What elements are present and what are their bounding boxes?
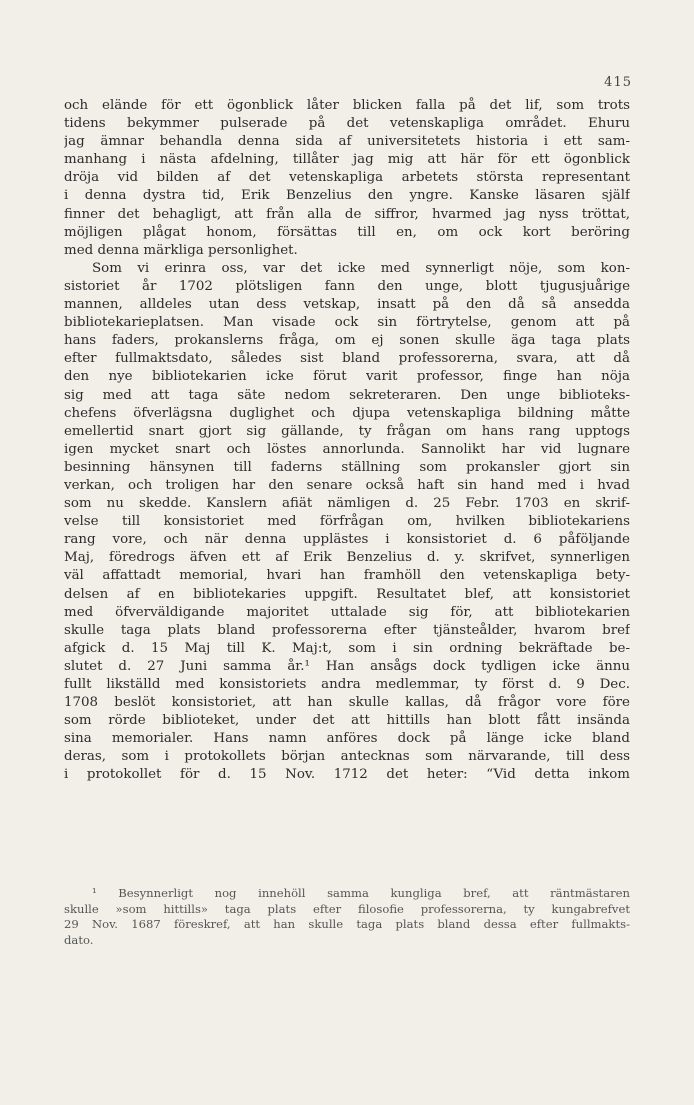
body-line: sistoriet år 1702 plötsligen fann den unge, blott tjugusjuårige xyxy=(64,278,630,294)
body-line: rang vore, och när denna upplästes i konsistoriet d. 6 påföljande xyxy=(64,532,630,548)
body-line: manhang i nästa afdelning, tillåter jag mig att här för ett ögonblick xyxy=(64,152,630,168)
body-line: sig med att taga säte nedom sekreteraren. Den unge biblioteks- xyxy=(64,387,630,403)
body-line: som rörde biblioteket, under det att hittills han blott fått insända xyxy=(64,713,630,729)
body-line: mannen, alldeles utan dess vetskap, insatt på den då så ansedda xyxy=(64,297,630,313)
footnote-line: dato. xyxy=(64,932,94,947)
body-line: i denna dystra tid, Erik Benzelius den yngre. Kanske läsaren själf xyxy=(64,188,630,204)
body-line: slutet d. 27 Juni samma år.¹ Han ansågs dock tydligen icke ännu xyxy=(64,658,630,674)
body-line: möjligen plågat honom, försättas till en, om ock kort beröring xyxy=(64,224,630,240)
body-line: hans faders, prokanslerns fråga, om ej sonen skulle äga taga plats xyxy=(64,333,630,349)
body-line: dröja vid bilden af det vetenskapliga arbetets största representant xyxy=(64,170,630,186)
body-line: bibliotekarieplatsen. Man visade ock sin förtrytelse, genom att på xyxy=(64,315,630,331)
body-line: afgick d. 15 Maj till K. Maj:t, som i sin ordning bekräftade be- xyxy=(64,640,630,656)
body-line: finner det behagligt, att från alla de siffror, hvarmed jag nyss tröttat, xyxy=(64,206,630,222)
body-line: deras, som i protokollets början antecknas som närvarande, till dess xyxy=(64,749,630,765)
body-line: skulle taga plats bland professorerna efter tjänsteålder, hvarom bref xyxy=(64,622,630,638)
body-line: den nye bibliotekarien icke förut varit professor, finge han nöja xyxy=(64,369,630,385)
body-line: besinning hänsynen till faderns ställning som prokansler gjort sin xyxy=(64,459,630,475)
body-line: i protokollet för d. 15 Nov. 1712 det heter: “Vid detta inkom xyxy=(64,767,630,783)
body-line: Som vi erinra oss, var det icke med synnerligt nöje, som kon- xyxy=(92,260,630,276)
body-line: verkan, och troligen har den senare också haft sin hand med i hvad xyxy=(64,477,630,493)
footnote-line: 29 Nov. 1687 föreskref, att han skulle taga plats bland dessa efter fullmakts- xyxy=(64,917,630,931)
body-line: jag ämnar behandla denna sida af universitetets historia i ett sam- xyxy=(64,134,630,150)
body-line: och elände för ett ögonblick låter blicken falla på det lif, som trots xyxy=(64,98,630,113)
body-line: väl affattadt memorial, hvari han framhöll den vetenskapliga bety- xyxy=(64,568,630,584)
footnote xyxy=(64,886,630,948)
body-line: chefens öfverlägsna duglighet och djupa vetenskapliga bildning måtte xyxy=(64,405,630,421)
body-line: tidens bekymmer pulserade på det vetenskapliga området. Ehuru xyxy=(64,116,630,132)
body-line: delsen af en bibliotekaries uppgift. Resultatet blef, att konsistoriet xyxy=(64,586,630,602)
body-text xyxy=(64,97,630,785)
page-number: 415 xyxy=(604,75,632,90)
footnote-line: ¹ Besynnerligt nog innehöll samma kungliga bref, att räntmästaren xyxy=(92,886,630,900)
footnote-line: skulle »som hittills» taga plats efter filosofie professorerna, ty kungabrefvet xyxy=(64,901,630,916)
body-line: med denna märkliga personlighet. xyxy=(64,242,298,258)
body-line: velse till konsistoriet med förfrågan om, hvilken bibliotekariens xyxy=(64,514,630,530)
body-line: efter fullmaktsdato, således sist bland professorerna, svara, att då xyxy=(64,351,630,367)
body-line: med öfverväldigande majoritet uttalade sig för, att bibliotekarien xyxy=(64,604,630,620)
body-line: Maj, föredrogs äfven ett af Erik Benzelius d. y. skrifvet, synnerligen xyxy=(64,550,630,566)
body-line: sina memorialer. Hans namn anföres dock på länge icke bland xyxy=(64,731,630,747)
body-line: igen mycket snart och löstes annorlunda. Sannolikt har vid lugnare xyxy=(64,441,630,457)
body-line: 1708 beslöt konsistoriet, att han skulle kallas, då frågor vore före xyxy=(64,695,630,711)
body-line: fullt likställd med konsistoriets andra medlemmar, ty först d. 9 Dec. xyxy=(64,677,630,692)
body-line: som nu skedde. Kanslern afiät nämligen d. 25 Febr. 1703 en skrif- xyxy=(64,496,630,512)
body-line: emellertid snart gjort sig gällande, ty frågan om hans rang upptogs xyxy=(64,423,630,439)
